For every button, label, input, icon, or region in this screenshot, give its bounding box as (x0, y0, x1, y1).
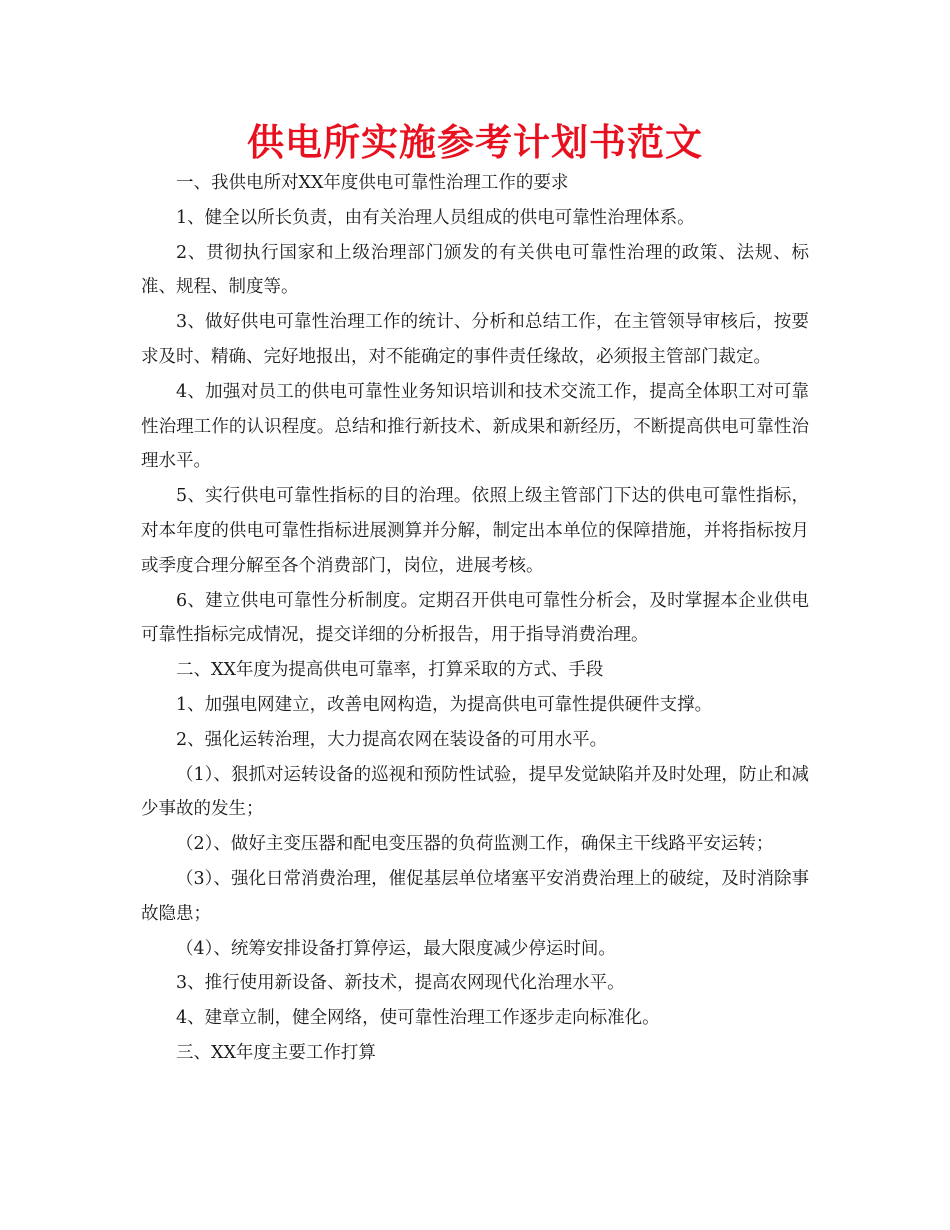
paragraph-section-2-heading: 二、XX年度为提高供电可靠率，打算采取的方式、手段 (176, 660, 604, 681)
paragraph-section-1-heading: 一、我供电所对XX年度供电可靠性治理工作的要求 (176, 173, 569, 193)
document-body (141, 166, 809, 1071)
paragraph: 3、推行使用新设备、新技术，提高农网现代化治理水平。 (176, 973, 625, 994)
paragraph: （3）、强化日常消费治理，催促基层单位堵塞平安消费治理上的破绽，及时消除事故隐患； (141, 868, 809, 924)
paragraph: 2、强化运转治理，大力提高农网在装设备的可用水平。 (176, 729, 608, 750)
paragraph: 1、健全以所长负责，由有关治理人员组成的供电可靠性治理体系。 (176, 207, 695, 228)
paragraph: 1、加强电网建立，改善电网构造，为提高供电可靠性提供硬件支撑。 (176, 694, 713, 715)
paragraph: 5、实行供电可靠性指标的目的治理。依照上级主管部门下达的供电可靠性指标，对本年度的供电可靠性指标进展测算并分解，制定出本单位的保障措施，并将指标按月或季度合理分解至各个消费部门，岗位，进展考核。 (141, 486, 809, 576)
paragraph: 2、贯彻执行国家和上级治理部门颁发的有关供电可靠性治理的政策、法规、标准、规程、制度等。 (141, 242, 809, 298)
paragraph: 4、加强对员工的供电可靠性业务知识培训和技术交流工作，提高全体职工对可靠性治理工作的认识程度。总结和推行新技术、新成果和新经历，不断提高供电可靠性治理水平。 (141, 381, 809, 472)
paragraph-section-3-heading: 三、XX年度主要工作打算 (176, 1042, 376, 1063)
paragraph: （4）、统筹安排设备打算停运，最大限度减少停运时间。 (176, 938, 616, 959)
paragraph: （2）、做好主变压器和配电变压器的负荷监测工作，确保主干线路平安运转； (176, 834, 774, 855)
paragraph: 3、做好供电可靠性治理工作的统计、分析和总结工作，在主管领导审核后，按要求及时、精确、完好地报出，对不能确定的事件责任缘故，必须报主管部门裁定。 (141, 312, 809, 367)
paragraph: 6、建立供电可靠性分析制度。定期召开供电可靠性分析会，及时掌握本企业供电可靠性指标完成情况，提交详细的分析报告，用于指导消费治理。 (141, 590, 809, 646)
paragraph: 4、建章立制，健全网络，使可靠性治理工作逐步走向标准化。 (176, 1008, 660, 1029)
paragraph: （1）、狠抓对运转设备的巡视和预防性试验，提早发觉缺陷并及时处理，防止和减少事故的发生； (141, 764, 809, 820)
document-title: 供电所实施参考计划书范文 (247, 121, 703, 164)
